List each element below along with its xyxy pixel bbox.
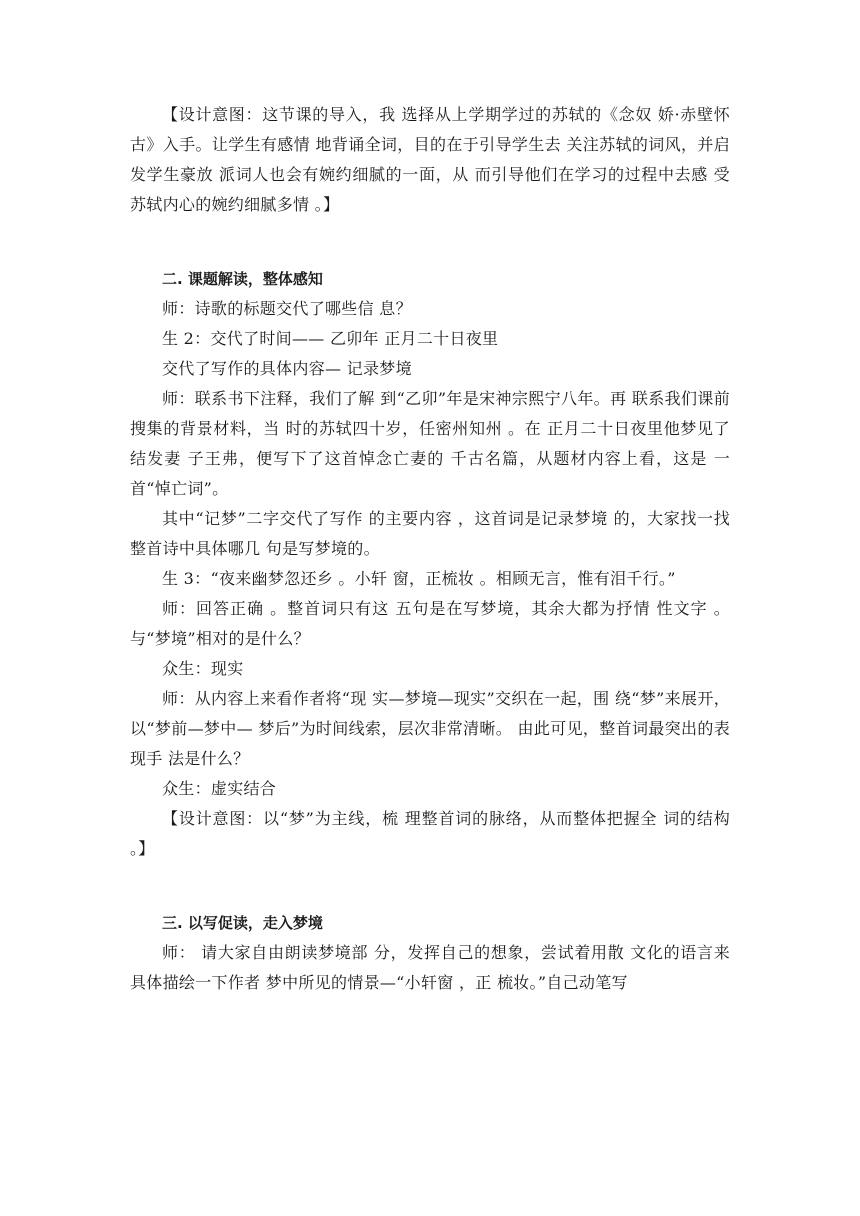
section-spacer (130, 220, 730, 264)
dialogue-paragraph: 师：联系书下注释，我们了解 到“乙卯”年是宋神宗熙宁八年。再 联系我们课前搜集的背景材料，当 时的苏轼四十岁，任密州知州 。在 正月二十日夜里他梦见了结发妻 子王弗，便写下了这首悼念亡妻的 千古名篇，从题材内容上看，这是 一首“悼亡词”。 (130, 389, 730, 498)
dialogue-paragraph: 其中“记梦”二字交代了写作 的主要内容 ，这首词是记录梦境 的，大家找一找整首诗中具体哪几 句是写梦境的。 (130, 509, 730, 558)
section-3-heading: 三. 以写促读，走入梦境 (162, 914, 323, 932)
dialogue-paragraph: 师：回答正确 。整首词只有这 五句是在写梦境，其余大都为抒情 性文字 。与“梦境”相对的是什么？ (130, 599, 730, 648)
dialogue-paragraph: 众生：虚实结合 (162, 779, 277, 798)
section-spacer (130, 864, 730, 908)
dialogue-paragraph: 交代了写作的具体内容— 记录梦境 (162, 359, 412, 378)
dialogue-paragraph: 师：诗歌的标题交代了哪些信 息？ (162, 299, 412, 318)
dialogue-paragraph: 生 3：“夜来幽梦忽还乡 。小轩 窗，正梳妆 。相顾无言，惟有泪千行。” (162, 569, 676, 588)
document-body (130, 100, 730, 998)
design-intent-paragraph: 【设计意图：以“梦”为主线，梳 理整首词的脉络，从而整体把握全 词的结构 。】 (130, 809, 730, 858)
dialogue-paragraph: 师： 请大家自由朗读梦境部 分，发挥自己的想象，尝试着用散 文化的语言来具体描绘一下作者 梦中所见的情景—“小轩窗 ，正 梳妆。”自己动笔写 (130, 943, 730, 992)
dialogue-paragraph: 师：从内容上来看作者将“现 实—梦境—现实”交织在一起，围 绕“梦”来展开，以“梦前—梦中— 梦后”为时间线索，层次非常清晰。 由此可见，整首词最突出的表现手 法是什么？ (130, 689, 730, 768)
design-intent-paragraph: 【设计意图：这节课的导入，我 选择从上学期学过的苏轼的《念奴 娇·赤壁怀古》入手。让学生有感情 地背诵全词，目的在于引导学生去 关注苏轼的词风，并启发学生豪放 派词人也会有婉约细腻的一面，从 而引导他们在学习的过程中去感 受苏轼内心的婉约细腻多情 。】 (130, 105, 730, 214)
dialogue-paragraph: 众生：现实 (162, 659, 244, 678)
dialogue-paragraph: 生 2：交代了时间—— 乙卯年 正月二十日夜里 (162, 329, 499, 348)
section-2-heading: 二. 课题解读，整体感知 (162, 270, 323, 288)
